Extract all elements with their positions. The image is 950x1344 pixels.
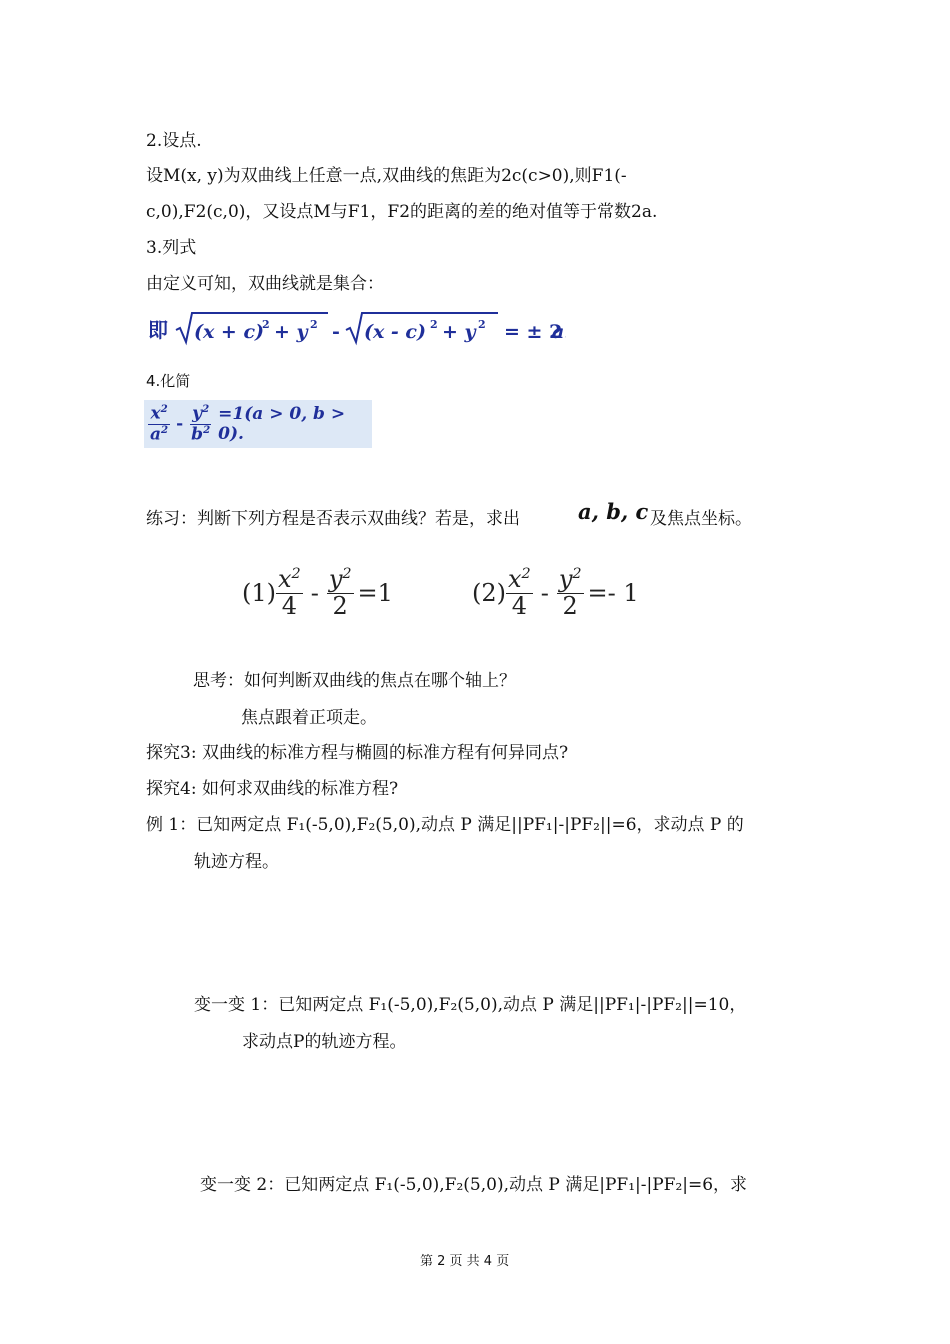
practice-equation-2: (2) $\frac{x^2}{4}$ - $\frac{y^2}{2}$ =- 1: [472, 565, 639, 620]
frac-y-den: b: [191, 424, 204, 445]
definition-formula: [146, 308, 566, 348]
standard-equation-box: $\frac{x^2}{a^2}$ - $\frac{y^2}{b^2}$ =1(a > 0, b > 0).: [144, 400, 372, 448]
frac-x-den: a: [150, 424, 162, 445]
svg-text:-: -: [332, 321, 340, 343]
svg-text:(x - c): (x - c): [364, 321, 426, 343]
example-1-line-1: 例 1：已知两定点 F₁(-5,0),F₂(5,0),动点 P 满足||PF₁|-|PF₂||=6，求动点 P 的: [146, 815, 744, 835]
paragraph-definition: 由定义可知，双曲线就是集合：: [146, 274, 384, 294]
svg-text:= ± 2: = ± 2: [504, 321, 563, 343]
definition-prefix: 即: [148, 318, 168, 342]
practice-2-rhs: =- 1: [587, 579, 639, 607]
frac-y-num: y: [192, 403, 203, 424]
practice-equation-1: (1) $\frac{x^2}{4}$ - $\frac{y^2}{2}$ =1: [242, 565, 393, 620]
svg-text:a.: a: [552, 321, 565, 343]
think-answer: 焦点跟着正项走。: [241, 708, 377, 728]
practice-2-frac-x: $\frac{x^2}{4}$: [508, 565, 531, 620]
p2-den-x: 4: [511, 591, 527, 620]
practice-2-frac-y: $\frac{y^2}{2}$: [558, 565, 582, 620]
svg-text:2: 2: [262, 318, 270, 331]
practice-1-rhs: =1: [357, 579, 393, 607]
p1-den-x: 4: [281, 591, 297, 620]
standard-equation-rest: =1(a > 0, b > 0).: [218, 404, 346, 444]
p2-num-x: x: [508, 565, 522, 594]
p2-num-y: y: [558, 565, 573, 594]
variation-2-line-1: 变一变 2：已知两定点 F₁(-5,0),F₂(5,0),动点 P 满足|PF₁|-|PF₂|=6，求: [200, 1175, 748, 1195]
heading-equation: 3.列式: [146, 238, 197, 258]
practice-1-label: (1): [242, 579, 276, 607]
think-question: 思考：如何判断双曲线的焦点在哪个轴上？: [193, 671, 516, 691]
svg-text:2: 2: [430, 318, 438, 331]
svg-text:+ y: + y: [274, 321, 308, 343]
variation-1-line-1: 变一变 1：已知两定点 F₁(-5,0),F₂(5,0),动点 P 满足||PF₁|-|PF₂||=10，: [194, 995, 747, 1015]
svg-text:2: 2: [478, 318, 486, 331]
practice-suffix: 及焦点坐标。: [650, 509, 752, 529]
p1-num-y: y: [328, 565, 343, 594]
p2-den-y: 2: [562, 591, 578, 620]
fraction-y-over-b: $\frac{y^2}{b^2}$: [191, 403, 211, 445]
p1-num-x: x: [278, 565, 292, 594]
practice-prefix: 练习：判断下列方程是否表示双曲线？若是，求出: [146, 509, 520, 529]
paragraph-set-point-1: 设M(x, y)为双曲线上任意一点,双曲线的焦距为2c(c>0),则F1(-: [146, 166, 627, 186]
svg-text:2: 2: [310, 318, 318, 331]
definition-formula-svg: [146, 308, 566, 348]
paragraph-set-point-2: c,0),F2(c,0)，又设点M与F1，F2的距离的差的绝对值等于常数2a.: [146, 202, 658, 222]
variation-1-line-2: 求动点P的轨迹方程。: [242, 1032, 407, 1052]
svg-text:(x + c): (x + c): [194, 321, 265, 343]
heading-simplify: 4.化简: [146, 372, 191, 390]
practice-1-frac-x: $\frac{x^2}{4}$: [278, 565, 301, 620]
practice-1-frac-y: $\frac{y^2}{2}$: [328, 565, 352, 620]
fraction-x-over-a: $\frac{x^2}{a^2}$: [150, 403, 169, 445]
heading-set-point: 2.设点.: [146, 131, 202, 151]
explore-4: 探究4: 如何求双曲线的标准方程?: [146, 779, 399, 799]
page-footer: 第 2 页 共 4 页: [420, 1254, 510, 1269]
example-1-line-2: 轨迹方程。: [194, 852, 279, 872]
svg-text:+ y: + y: [442, 321, 476, 343]
practice-vars: a, b, c: [578, 499, 649, 524]
p1-den-y: 2: [332, 591, 348, 620]
practice-2-label: (2): [472, 579, 506, 607]
explore-3: 探究3: 双曲线的标准方程与椭圆的标准方程有何异同点?: [146, 743, 569, 763]
frac-x-num: x: [150, 403, 161, 424]
